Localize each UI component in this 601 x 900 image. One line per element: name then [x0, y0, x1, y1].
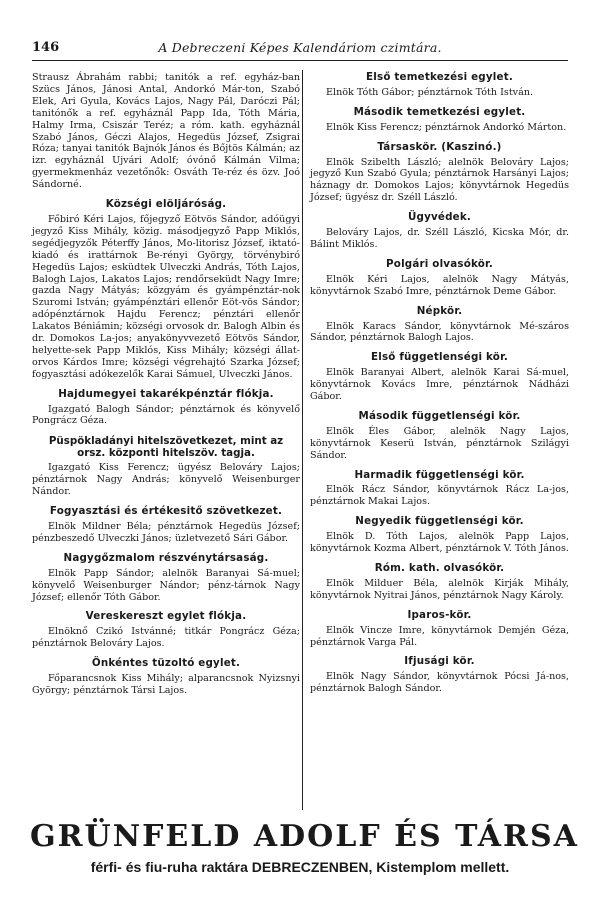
- intro-paragraph: Strausz Ábrahám rabbi; tanitók a ref. egyház-ban Szücs János, Jánosi Antal, Andorkó Már-ton, Szabó Elek, Ari Gyula, Kovács Lajos, Nagy Pál, Daróczi Pál; tanitónők a ref. egyháznál Papp Ida, Tóth Mária, Halmy Irma, Csiszár Teréz; a róm. kath. egyháznál Szabó János, Géczi Alajos, Hegedüs József, Zsigrai Róza; tanyai tanitók Bajnók János és Bőjtös Kálmán; az izr. egyháznál Ujvári Adolf; óvónő Kálmán Vilma; gyermekmenház vezetőnők: Osváth Te-réz és özv. Joó Sándorné.: [32, 72, 300, 191]
- section-text-nepkor: Elnök Karacs Sándor, könyvtárnok Mé-száros Sándor, pénztárnok Balogh Lajos.: [310, 320, 569, 344]
- section-title-tuzolto: Önkéntes tüzoltó egylet.: [91, 657, 241, 670]
- section-title-kozsegi: Községi elöljáróság.: [105, 198, 227, 211]
- section-title-gozmalom: Nagygőzmalom részvénytársaság.: [63, 551, 269, 564]
- section-title-polgari: Polgári olvasókör.: [386, 257, 493, 270]
- page-header: [32, 40, 568, 58]
- right-column: [310, 72, 569, 699]
- section-text-romkath: Elnök Milduer Béla, alelnök Kirják Mihály, könyvtárnok Nyitrai János, pénztárnok Nagy Károly.: [310, 577, 569, 601]
- section-text-iparos: Elnök Vincze Imre, könyvtárnok Demjén Géza, pénztárnok Varga Pál.: [310, 624, 569, 648]
- section-text-fogyasztasi: Elnök Mildner Béla; pénztárnok Hegedüs József; pénzbeszedő Ulveczki János; üzletvezető Sári Gábor.: [32, 521, 300, 544]
- page-number: 146: [32, 40, 60, 55]
- section-title-fuggetlen-1: Első függetlenségi kör.: [370, 351, 509, 364]
- section-text-temetkezesi-2: Elnök Kiss Ferencz; pénztárnok Andorkó Márton.: [326, 121, 567, 133]
- section-text-ifjusagi: Elnök Nagy Sándor, könyvtárnok Pócsi Já-nos, pénztárnok Balogh Sándor.: [310, 671, 569, 695]
- section-text-temetkezesi-1: Elnök Tóth Gábor; pénztárnok Tóth István.: [326, 86, 534, 98]
- section-title-hitelszov: [32, 435, 300, 459]
- section-title-ifjusagi: Ifjusági kör.: [404, 655, 475, 668]
- section-title-iparos: Iparos-kör.: [407, 608, 472, 621]
- section-title-fuggetlen-2: Második függetlenségi kör.: [358, 409, 521, 422]
- section-title-tarsaskor: Társaskör. (Kaszinó.): [377, 140, 502, 153]
- left-column: [32, 72, 300, 701]
- section-title-ugyvedek: Ügyvédek.: [407, 211, 472, 224]
- section-title-hitelszov-line2: orsz. központi hitelszöv. tagja.: [77, 447, 255, 460]
- section-title-fogyasztasi: Fogyasztási és értékesitő szövetkezet.: [49, 505, 283, 518]
- advertisement-name: GRÜNFELD ADOLF ÉS TÁRSA: [30, 819, 579, 854]
- section-title-temetkezesi-1: Első temetkezési egylet.: [366, 71, 513, 83]
- section-text-hitelszov: Igazgató Kiss Ferencz; ügyész Belováry Lajos; pénztárnok Nagy András; könyvelő Weisenburger Nándor.: [32, 462, 300, 498]
- advertisement-tagline: férfi- és fiu-ruha raktára DEBRECZENBEN, Kistemplom mellett.: [90, 859, 510, 875]
- column-divider: [302, 70, 303, 810]
- section-text-fuggetlen-3: Elnök Rácz Sándor, könyvtárnok Rácz La-jos, pénztárnok Makai Lajos.: [310, 484, 569, 508]
- section-title-nepkor: Népkör.: [416, 304, 463, 317]
- section-text-ugyvedek: Belováry Lajos, dr. Széll László, Kicska Mór, dr. Bálint Miklós.: [310, 227, 569, 250]
- section-text-vereskereszt: Elnöknő Czikó Istvánné; titkár Pongrácz Géza; pénztárnok Belováry Lajos.: [32, 626, 300, 650]
- section-title-takarek: Hajdumegyei takarékpénztár flókja.: [58, 387, 274, 400]
- section-text-gozmalom: Elnök Papp Sándor; alelnök Baranyai Sá-muel; könyvelő Weisenburger Nándor; pénz-tárnok Nagy József; ellenőr Tóth Gábor.: [32, 567, 300, 603]
- section-text-fuggetlen-4: Elnök D. Tóth Lajos, alelnök Papp Lajos, könyvtárnok Kozma Albert, pénztárnok V. Tóth János.: [310, 531, 569, 555]
- section-title-fuggetlen-3: Harmadik függetlenségi kör.: [354, 468, 525, 481]
- section-title-romkath: Róm. kath. olvasókör.: [374, 562, 505, 574]
- section-text-tarsaskor: Elnök Szibelth László; alelnök Belováry Lajos; jegyző Kun Szabó Gyula; pénztárnok Harsányi Lajos; háznagy dr. Domokos Lajos; könyvtárnok Hegedüs József; ügyész dr. Széll László.: [310, 156, 569, 204]
- advertisement: [30, 819, 579, 876]
- section-title-fuggetlen-4: Negyedik függetlenségi kör.: [355, 515, 524, 528]
- running-title: A Debreczeni Képes Kalendáriom czimtára.: [158, 40, 442, 55]
- section-text-fuggetlen-1: Elnök Baranyai Albert, alelnök Karai Sá-muel, könyvtárnok Kovács Imre, pénztárnok Nádházi Gábor.: [310, 367, 569, 403]
- section-title-hitelszov-line1: Püspökladányi hitelszövetkezet, mint az: [48, 435, 284, 448]
- section-text-takarek: Igazgató Balogh Sándor; pénztárnok és könyvelő Pongrácz Géza.: [32, 403, 300, 427]
- header-rule: [32, 60, 568, 61]
- section-text-fuggetlen-2: Elnök Éles Gábor, alelnök Nagy Lajos, könyvtárnok Keserü István, pénztárnok Szilágyi Sándor.: [310, 425, 569, 461]
- section-text-polgari: Elnök Kéri Lajos, alelnök Nagy Mátyás, könyvtárnok Szabó Imre, pénztárnok Deme Gábor.: [310, 273, 569, 297]
- section-title-vereskereszt: Vereskereszt egylet flókja.: [85, 610, 247, 623]
- section-title-temetkezesi-2: Második temetkezési egylet.: [353, 105, 526, 118]
- section-text-kozsegi: Főbiró Kéri Lajos, főjegyző Eötvös Sándor, adóügyi jegyző Kiss Mihály, közig. másodjegyző Papp Miklós, segédjegyzők Péterffy János, Mo-litorisz József, iktató-kiadó és irattárnok Be-rényi György, törvénybiró Hegedüs Lajos; esküdtek Ulveczki András, Tóth Lajos, Balogh Lajos, Lakatos Lajos; rendőrseküdt Nagy Imre; gazda Nagy Mátyás; közgyám és gyámpénztár-nok Szuromi István; gyámpénztári ellenőr Eöt-vös Sándor; adópénztárnok Hajdu Ferencz; pénztári ellenőr Lakatos Béniámin; községi orvosok dr. Balogh Albin és dr. Domokos La-jos; anyakönyvvezető Eötvös Sándor, helyette-sek Papp Miklós, Kiss Mihály; községi állat-orvos Kárdos Imre; községi végrehajtó Szarka József; fogyasztási adókezelők Karai Sámuel, Ulveczki János.: [32, 213, 300, 380]
- section-text-tuzolto: Főparancsnok Kiss Mihály; alparancsnok Nyizsnyi György; pénztárnok Társi Lajos.: [32, 673, 300, 696]
